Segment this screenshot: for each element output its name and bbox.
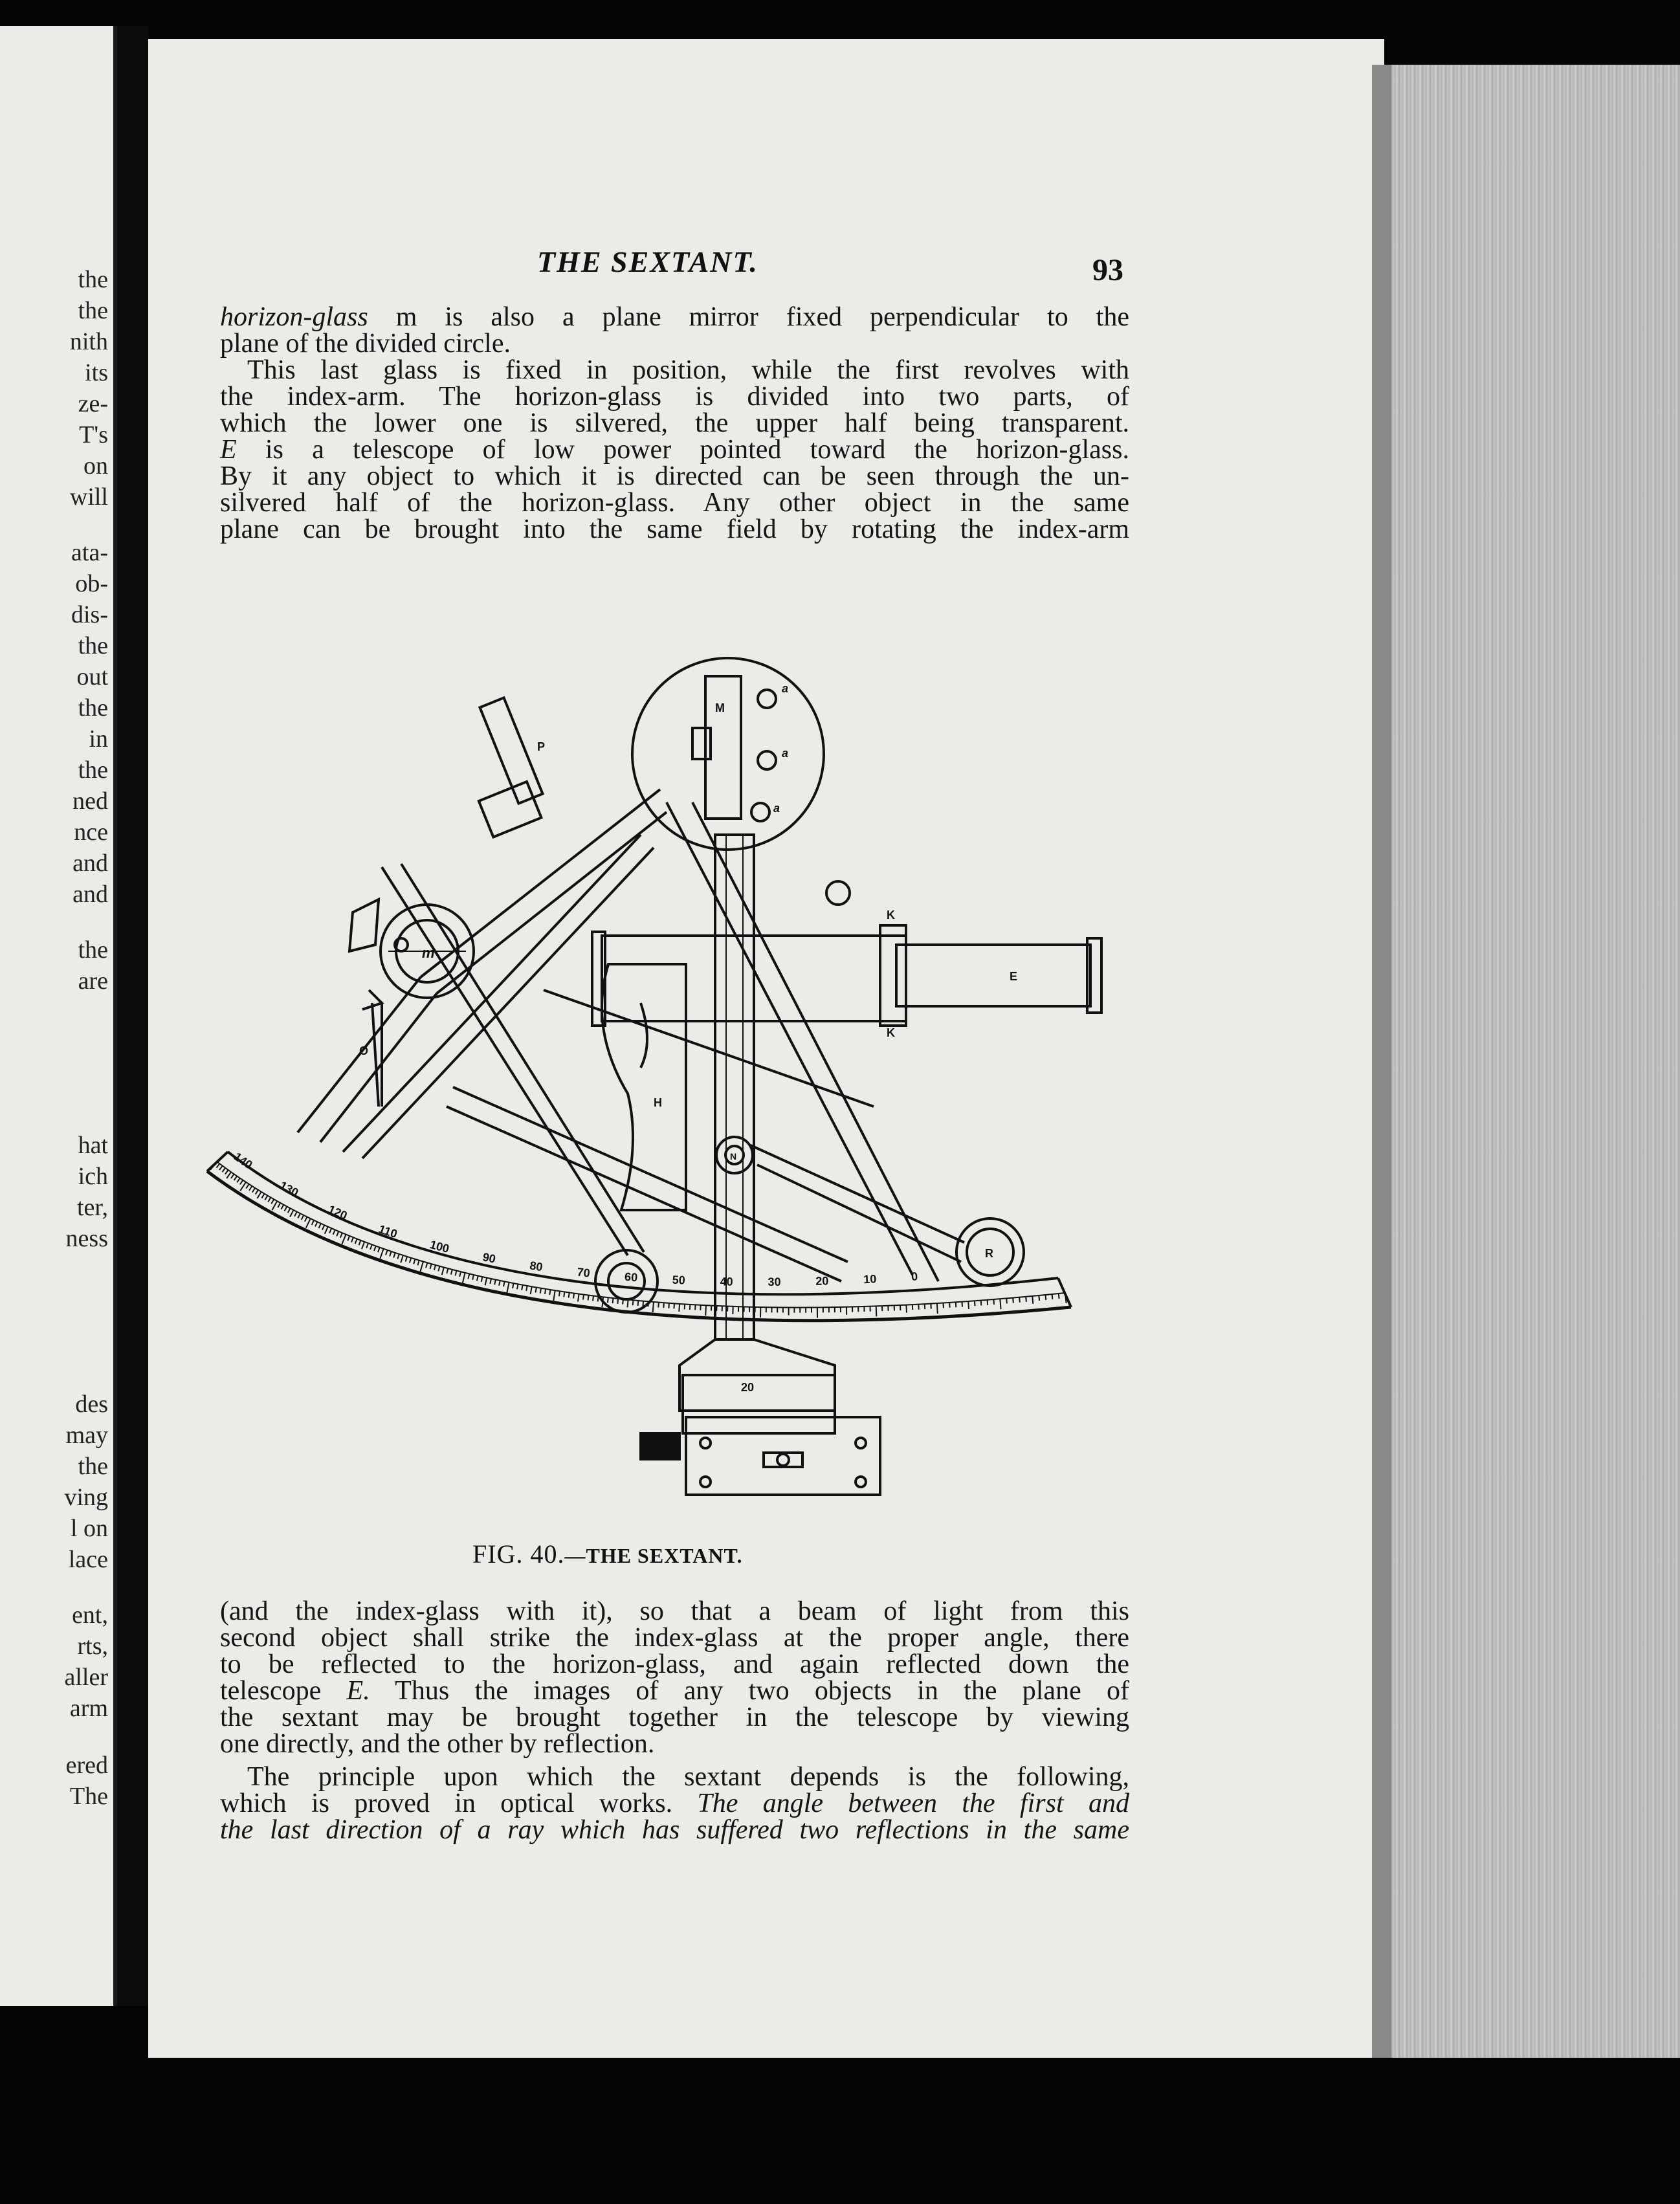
scale-tick: [937, 1303, 938, 1314]
text-line: to be reflected to the horizon-glass, and again reflected down the: [220, 1649, 1129, 1679]
scale-tick: [285, 1207, 287, 1211]
label-m: m: [422, 945, 435, 961]
scale-tick: [329, 1228, 331, 1233]
caption-title: —THE SEXTANT.: [564, 1544, 743, 1567]
scale-tick: [906, 1305, 907, 1313]
scale-tick: [390, 1251, 392, 1257]
scale-tick: [463, 1273, 465, 1283]
scale-tick: [337, 1231, 338, 1236]
scale-tick: [318, 1224, 320, 1228]
scale-tick: [370, 1244, 372, 1250]
scale-tick: [410, 1258, 411, 1263]
scale-tick: [342, 1235, 346, 1244]
paragraph-1: [220, 304, 1129, 357]
scale-tick: [598, 1296, 599, 1301]
text-line: the index-arm. The horizon-glass is divided into two parts, of: [220, 382, 1129, 412]
scale-tick: [268, 1197, 271, 1202]
italic-term: E: [220, 435, 237, 465]
scale-tick: [256, 1190, 258, 1195]
text-line: one directly, and the other by reflection.: [220, 1729, 655, 1759]
text-span: m is also a plane mirror fixed perpendicular to the: [368, 302, 1129, 332]
scale-tick: [1052, 1294, 1053, 1299]
scale-tick: [499, 1281, 500, 1286]
facing-page-text: on: [83, 452, 108, 479]
scale-tick: [355, 1239, 357, 1244]
label-a1: a: [782, 682, 789, 695]
facing-page-text: out: [76, 663, 108, 690]
running-title: THE SEXTANT.: [537, 245, 758, 278]
label-O: O: [359, 1044, 369, 1057]
scale-tick: [290, 1210, 294, 1217]
facing-page-text: may: [65, 1422, 108, 1449]
text-span: Thus the images of any two objects in the plane of: [370, 1676, 1129, 1706]
label-R: R: [985, 1247, 993, 1260]
scale-tick: [1032, 1296, 1033, 1304]
facing-page-text: will: [69, 483, 108, 511]
scale-tick: [225, 1170, 228, 1174]
text-span: which is proved in optical works.: [220, 1789, 698, 1818]
scale-tick: [545, 1289, 546, 1294]
scale-tick: [540, 1288, 541, 1294]
scale-tick: [559, 1291, 560, 1296]
scale-tick: [348, 1236, 349, 1240]
label-P: P: [537, 740, 546, 753]
italic-term: horizon-glass: [220, 302, 368, 332]
facing-page-text: rts,: [77, 1633, 108, 1660]
scale-tick: [366, 1243, 368, 1248]
facing-page-text: ent,: [72, 1602, 108, 1629]
scale-tick: [406, 1257, 407, 1262]
label-H: H: [654, 1096, 662, 1109]
scale-tick: [340, 1233, 342, 1237]
scale-tick: [468, 1273, 469, 1279]
facing-page-text: the: [78, 266, 108, 293]
scale-tick: [397, 1254, 399, 1259]
scale-tick: [617, 1299, 618, 1304]
facing-page: [0, 26, 117, 2006]
scale-tick: [981, 1301, 982, 1306]
scale-tick: [472, 1275, 474, 1280]
facing-page-text: arm: [69, 1695, 108, 1722]
scale-tick: [257, 1192, 261, 1198]
text-line: The principle upon which the sextant depends is the following,: [247, 1762, 1129, 1792]
scale-tick: [503, 1281, 505, 1286]
scale-tick: [234, 1176, 238, 1181]
scale-tick: [393, 1253, 395, 1258]
facing-page-text: ich: [78, 1163, 108, 1190]
scale-tick: [485, 1278, 487, 1286]
scale-tick: [249, 1186, 252, 1191]
text-line: plane of the divided circle.: [220, 329, 511, 358]
scale-tick: [420, 1262, 423, 1272]
scale-tick: [261, 1194, 264, 1198]
scale-tick: [315, 1222, 317, 1226]
facing-page-text: ned: [72, 788, 108, 815]
facing-page-text: nce: [74, 819, 108, 846]
facing-page-text: the: [78, 1453, 108, 1480]
book-gutter: [117, 26, 148, 2006]
scale-tick: [414, 1259, 415, 1264]
label-M: M: [715, 701, 725, 714]
facing-page-text: nith: [69, 328, 108, 355]
scale-tick: [993, 1299, 994, 1305]
text-line: [220, 437, 1129, 463]
facing-page-text: des: [75, 1391, 108, 1418]
scale-tick: [526, 1286, 527, 1291]
scale-tick: [459, 1272, 461, 1277]
facing-page-text: dis-: [71, 601, 108, 628]
scale-tick: [490, 1279, 491, 1284]
page-stack-shadow: [1372, 65, 1391, 2058]
text-span: is a telescope of low power pointed toward the horizon-glass.: [236, 435, 1129, 465]
text-line: This last glass is fixed in position, while the first revolves with: [247, 355, 1129, 385]
facing-page-text: and: [72, 850, 108, 877]
scale-tick: [288, 1208, 291, 1213]
scale-tick: [455, 1271, 456, 1276]
scale-tick: [517, 1284, 518, 1289]
paragraph-4: [220, 1764, 1129, 1844]
scale-tick: [227, 1172, 231, 1178]
scale-tick: [294, 1212, 297, 1217]
scale-tick: [638, 1301, 639, 1306]
scale-tick: [442, 1268, 444, 1275]
italic-term: E.: [346, 1676, 370, 1706]
scale-tick: [426, 1262, 427, 1268]
scale-tick: [322, 1225, 324, 1229]
text-line: By it any object to which it is directed can be seen through the un-: [220, 461, 1129, 491]
scale-tick: [278, 1203, 280, 1207]
facing-page-text: ness: [65, 1225, 108, 1252]
facing-page-text: ze-: [78, 390, 108, 417]
scale-tick: [494, 1280, 496, 1285]
scale-tick: [438, 1266, 439, 1272]
scale-tick: [447, 1268, 448, 1273]
scale-tick: [401, 1255, 403, 1262]
scale-tick: [374, 1246, 376, 1251]
facing-page-text: ata-: [71, 539, 108, 566]
facing-page-text: ob-: [75, 570, 108, 597]
scale-tick: [663, 1303, 664, 1308]
scale-tick: [231, 1174, 234, 1178]
text-line: second object shall strike the index-glass at the proper angle, there: [220, 1623, 1129, 1653]
facing-page-text: the: [78, 694, 108, 722]
text-line: plane can be brought into the same field by rotating the index-arm: [220, 514, 1129, 544]
facing-page-text: hat: [78, 1132, 108, 1159]
scale-tick: [252, 1188, 255, 1193]
scale-tick: [658, 1303, 659, 1308]
text-line: silvered half of the horizon-glass. Any other object in the same: [220, 488, 1129, 518]
scale-tick: [679, 1304, 680, 1312]
scale-tick: [705, 1305, 706, 1316]
facing-page-text: ving: [64, 1484, 108, 1511]
label-a3: a: [773, 802, 780, 815]
scale-tick: [362, 1242, 364, 1249]
facing-page-text: T's: [79, 421, 108, 448]
scale-tick: [359, 1240, 361, 1245]
scale-tick: [507, 1283, 509, 1293]
facing-page-text: The: [69, 1783, 108, 1810]
scale-tick: [653, 1302, 654, 1312]
scale-tick: [1019, 1297, 1020, 1303]
sextant-illustration: [188, 641, 1107, 1547]
scale-tick: [378, 1248, 380, 1253]
page-stack-edge: [1372, 65, 1680, 2058]
paragraph-3: [220, 1598, 1129, 1758]
text-line: [220, 1678, 1129, 1704]
scale-tick: [302, 1215, 304, 1220]
scale-tick: [531, 1286, 532, 1294]
italic-text: The angle between the first and: [697, 1789, 1129, 1818]
caption-fig-number: FIG. 40.: [472, 1539, 565, 1569]
scale-tick: [553, 1290, 555, 1301]
scale-tick: [578, 1294, 579, 1302]
scale-tick: [219, 1166, 223, 1170]
scale-tick: [312, 1220, 314, 1225]
facing-page-text: its: [85, 359, 108, 386]
facing-page-text: l on: [70, 1515, 108, 1542]
scale-tick: [333, 1230, 335, 1235]
text-span: telescope: [220, 1676, 347, 1706]
scale-tick: [240, 1180, 243, 1185]
facing-page-text: are: [78, 967, 108, 995]
scale-tick: [513, 1283, 514, 1288]
scale-tick: [222, 1168, 225, 1172]
facing-page-text: ter,: [76, 1194, 108, 1221]
scale-tick: [271, 1199, 274, 1204]
scale-tick: [573, 1294, 574, 1299]
scale-tick: [305, 1217, 307, 1222]
facing-page-text: the: [78, 936, 108, 964]
scale-tick: [217, 1163, 220, 1167]
scale-tick: [602, 1297, 603, 1307]
scale-tick: [237, 1178, 239, 1183]
scale-tick: [246, 1184, 249, 1189]
facing-page-text: lace: [68, 1546, 108, 1573]
text-line: (and the index-glass with it), so that a beam of light from this: [220, 1596, 1129, 1626]
label-N: N: [730, 1151, 737, 1162]
text-line: which the lower one is silvered, the upper half being transparent.: [220, 408, 1129, 438]
scale-tick: [434, 1265, 436, 1270]
scale-tick: [1006, 1298, 1007, 1303]
vernier-number: 20: [741, 1381, 755, 1394]
scale-tick: [298, 1213, 300, 1218]
scale-tick: [481, 1277, 483, 1282]
scale-tick: [306, 1218, 311, 1228]
scale-tick: [1045, 1295, 1046, 1300]
facing-page-text: aller: [64, 1664, 108, 1691]
scale-tick: [451, 1270, 452, 1275]
label-a2: a: [782, 747, 789, 760]
facing-page-text: ered: [65, 1752, 108, 1779]
figure-caption: [472, 1539, 742, 1569]
label-K-top: K: [887, 909, 895, 921]
text-line: [220, 304, 1129, 331]
scale-tick: [386, 1250, 388, 1255]
text-line: the sextant may be brought together in the telescope by viewing: [220, 1703, 1129, 1732]
scale-tick: [380, 1249, 383, 1259]
paragraph-2: [220, 357, 1129, 543]
scale-tick: [633, 1300, 634, 1305]
scale-tick: [968, 1301, 969, 1309]
scale-tick: [351, 1237, 353, 1242]
text-line: the last direction of a ray which has suffered two reflections in the same: [220, 1815, 1129, 1845]
scale-tick: [265, 1196, 267, 1200]
facing-page-text: the: [78, 756, 108, 784]
scale-tick: [588, 1295, 589, 1301]
scale-tick: [325, 1227, 328, 1234]
scale-tick: [477, 1276, 478, 1281]
page-number: 93: [1092, 253, 1123, 287]
scale-tick: [430, 1264, 431, 1269]
label-E: E: [1010, 970, 1018, 983]
scale-numbers: 140 130 120 110 100 90 80 70 60 50 40 30 20 10 0: [231, 1150, 918, 1289]
facing-page-text: the: [78, 297, 108, 324]
scale-tick: [549, 1290, 550, 1295]
scale-tick: [417, 1261, 419, 1266]
scale-tick: [949, 1303, 950, 1308]
facing-page-text: the: [78, 632, 108, 659]
label-K-bottom: K: [887, 1026, 895, 1039]
text-line: [220, 1791, 1129, 1817]
facing-page-text: in: [89, 725, 108, 753]
scale-tick: [876, 1306, 877, 1316]
scale-tick: [281, 1205, 283, 1209]
facing-page-text: and: [72, 881, 108, 908]
scale-tick: [583, 1295, 584, 1300]
